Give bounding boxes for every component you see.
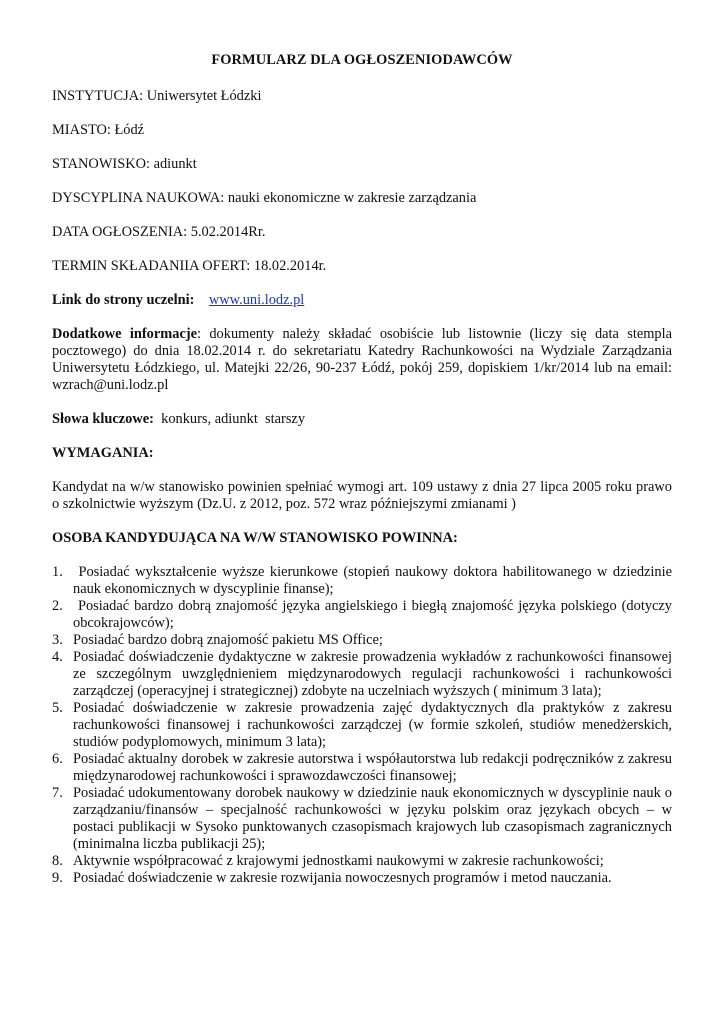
list-item: 2. Posiadać bardzo dobrą znajomość języka angielskiego i biegłą znajomość języka polskiego (dotyczy obcokrajowców);: [52, 598, 676, 631]
university-link[interactable]: www.uni.lodz.pl: [208, 292, 305, 308]
additional-info: [52, 326, 672, 394]
position-field: STANOWISKO: adiunkt: [52, 156, 197, 172]
keywords-text: konkurs, adiunkt starszy: [153, 411, 306, 427]
keywords-row: [52, 411, 672, 428]
document-page: [52, 52, 676, 887]
keywords-label: Słowa kluczowe:: [52, 411, 154, 427]
list-item: 1. Posiadać wykształcenie wyższe kierunkowe (stopień naukowy doktora habilitowanego w dziedzinie nauk ekonomicznych w dyscyplinie finanse);: [52, 564, 676, 597]
link-label: Link do strony uczelni:: [52, 292, 195, 308]
document-title: FORMULARZ DLA OGŁOSZENIODAWCÓW: [211, 52, 513, 68]
list-item: 6. Posiadać aktualny dorobek w zakresie autorstwa i współautorstwa lub redakcji podręczników z zakresu międzynarodowej rachunkowości i sprawozdawczości finansowej;: [52, 751, 672, 784]
requirements-heading: WYMAGANIA:: [52, 445, 154, 461]
list-item: 7. Posiadać udokumentowany dorobek naukowy w dziedzinie nauk ekonomicznych w dyscyplinie nauk o zarządzaniu/finansów – specjalność rachunkowości w języku polskim oraz językach obcych – w postaci publikacji w Sysoko punktowanych czasopismach krajowych lub czasopismach zagranicznych (minimalna liczba publikacji 25);: [52, 785, 672, 852]
university-link-row: [52, 292, 672, 309]
candidate-requirements-list: [52, 564, 676, 887]
list-item: 8. Aktywnie współpracować z krajowymi jednostkami naukowymi w zakresie rachunkowości;: [52, 853, 604, 869]
institution-field: INSTYTUCJA: Uniwersytet Łódzki: [52, 88, 262, 104]
candidate-heading: OSOBA KANDYDUJĄCA NA W/W STANOWISKO POWINNA:: [52, 530, 458, 546]
announcement-date-field: DATA OGŁOSZENIA: 5.02.2014Rr.: [52, 224, 266, 240]
list-item: 9. Posiadać doświadczenie w zakresie rozwijania nowoczesnych programów i metod nauczania.: [52, 870, 612, 886]
additional-info-text: : dokumenty należy składać osobiście lub listownie (liczy się data stempla pocztowego) do dnia 18.02.2014 r. do sekretariatu Katedry Rachunkowości na Wydziale Zarządzania Uniwersytetu Łódzkiego, ul. Matejki 22/26, 90-237 Łódź, pokój 259, dopiskiem 1/kr/2014 lub na email: wzrach@uni.lodz.pl: [52, 326, 673, 393]
requirements-text: Kandydat na w/w stanowisko powinien spełniać wymogi art. 109 ustawy z dnia 27 lipca 2005 roku prawo o szkolnictwie wyższym (Dz.U. z 2012, poz. 572 wraz późniejszymi zmianami ): [52, 479, 672, 512]
deadline-field: TERMIN SKŁADANIIA OFERT: 18.02.2014r.: [52, 258, 327, 274]
discipline-field: DYSCYPLINA NAUKOWA: nauki ekonomiczne w zakresie zarządzania: [52, 190, 477, 206]
list-item: 5. Posiadać doświadczenie w zakresie prowadzenia zajęć dydaktycznych dla praktyków z zakresu rachunkowości finansowej i rachunkowości zarządczej (w formie szkoleń, studiów menedżerskich, studiów podyplomowych, minimum 3 lata);: [52, 700, 672, 750]
additional-info-label: Dodatkowe informacje: [52, 326, 198, 342]
list-item: 3. Posiadać bardzo dobrą znajomość pakietu MS Office;: [52, 632, 383, 648]
city-field: MIASTO: Łódź: [52, 122, 145, 138]
list-item: 4. Posiadać doświadczenie dydaktyczne w zakresie prowadzenia wykładów z rachunkowości finansowej ze szczególnym uwzględnieniem międzynarodowych regulacji rachunkowości i rachunkowości zarządczej (operacyjnej i strategicznej) zdobyte na uczelniach wyższych ( minimum 3 lata);: [52, 649, 672, 699]
